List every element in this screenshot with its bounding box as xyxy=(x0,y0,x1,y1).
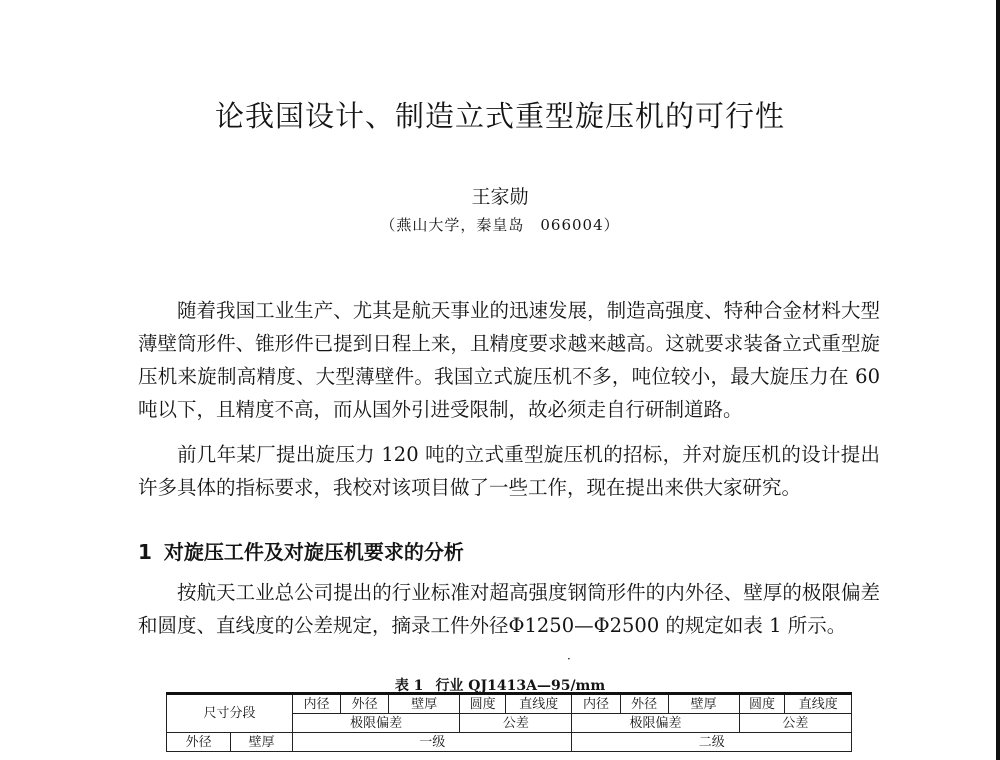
col-header: 外径 xyxy=(620,694,668,714)
col-header: 壁厚 xyxy=(668,694,739,714)
author: 王家勋 xyxy=(471,186,529,208)
col-header: 直线度 xyxy=(785,694,852,714)
limit-deviation-header: 极限偏差 xyxy=(572,714,739,733)
table-caption-text: 行业 QJ1413A—95/mm xyxy=(435,678,606,694)
tolerance-header: 公差 xyxy=(460,714,572,733)
section-title: 对旋压工件及对旋压机要求的分析 xyxy=(163,540,464,564)
intro-paragraph-1: 随着我国工业生产、尤其是航天事业的迅速发展，制造高强度、特种合金材料大型薄壁筒形件、锥形件已提到日程上来，且精度要求越来越高。这就要求装备立式重型旋压机来旋制高精度、大型薄壁件。我国立式旋压机不多，吨位较小，最大旋压力在 60 吨以下，且精度不高，而从国外引进受限制，故必须走自行研制道路。 xyxy=(138,299,880,421)
table-label: 表 1 xyxy=(394,678,424,694)
col-header: 内径 xyxy=(293,694,341,714)
stray-mark: · xyxy=(567,652,571,666)
size-range-header: 尺寸分段 xyxy=(167,694,293,733)
grade-1-header: 一级 xyxy=(293,733,572,752)
col-header: 内径 xyxy=(572,694,620,714)
col-header: 壁厚 xyxy=(389,694,460,714)
outer-diameter-header: 外径 xyxy=(167,733,231,752)
table-header-row-3 xyxy=(167,733,852,752)
col-header: 圆度 xyxy=(739,694,785,714)
table-header-row-1 xyxy=(167,694,852,714)
section-paragraph-1: 按航天工业总公司提出的行业标准对超高强度钢筒形件的内外径、壁厚的极限偏差和圆度、直线度的公差规定，摘录工件外径Φ1250—Φ2500 的规定如表 1 所示。 xyxy=(138,581,880,637)
paper-title: 论我国设计、制造立式重型旋压机的可行性 xyxy=(214,99,785,133)
col-header: 圆度 xyxy=(460,694,506,714)
tolerance-header: 公差 xyxy=(739,714,851,733)
grade-2-header: 二级 xyxy=(572,733,852,752)
tolerance-table xyxy=(166,692,852,752)
col-header: 直线度 xyxy=(506,694,572,714)
intro-paragraph-2: 前几年某厂提出旋压力 120 吨的立式重型旋压机的招标，并对旋压机的设计提出许多具体的指标要求，我校对该项目做了一些工作，现在提出来供大家研究。 xyxy=(138,443,880,499)
col-header: 外径 xyxy=(341,694,389,714)
wall-thickness-header: 壁厚 xyxy=(231,733,293,752)
section-number: 1 xyxy=(138,540,152,564)
section-heading xyxy=(138,536,464,565)
affiliation: （燕山大学，秦皇岛 066004） xyxy=(380,216,620,234)
limit-deviation-header: 极限偏差 xyxy=(293,714,460,733)
